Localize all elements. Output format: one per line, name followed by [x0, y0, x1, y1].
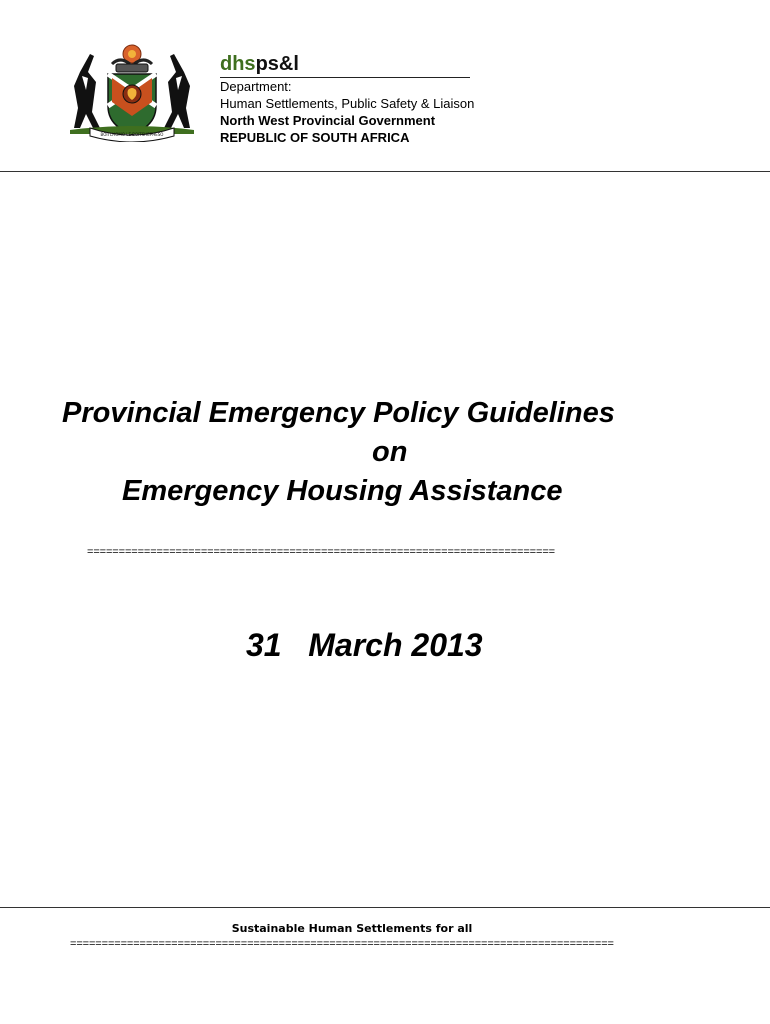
- letterhead-department-name: Human Settlements, Public Safety & Liaison: [220, 96, 475, 111]
- brand-wordmark: [220, 52, 470, 76]
- document-date: 31 March 2013: [246, 627, 483, 663]
- letterhead: [220, 52, 475, 146]
- letterhead-government: North West Provincial Government: [220, 113, 436, 128]
- document-title-line3: Emergency Housing Assistance: [122, 475, 563, 507]
- footer-separator: ======================================================================================: [70, 938, 614, 950]
- letterhead-department-label: Department:: [220, 79, 292, 94]
- coat-of-arms-icon: [60, 42, 204, 142]
- footer-divider: [0, 907, 770, 908]
- footer-tagline-container: [0, 922, 770, 935]
- header-divider: [0, 171, 770, 172]
- document-title-line1: Provincial Emergency Policy Guidelines: [62, 397, 615, 429]
- document-title-line2: on: [372, 436, 408, 468]
- title-separator: ==========================================================================: [87, 546, 555, 558]
- brand-part-psl: ps&l: [255, 53, 299, 75]
- letterhead-country: REPUBLIC OF SOUTH AFRICA: [220, 130, 410, 145]
- footer-tagline: Sustainable Human Settlements for all: [231, 922, 473, 935]
- svg-text:BOITLHOMO LE BOITSHEPHESO: BOITLHOMO LE BOITSHEPHESO: [100, 132, 164, 137]
- brand-part-dhs: dhs: [220, 53, 256, 75]
